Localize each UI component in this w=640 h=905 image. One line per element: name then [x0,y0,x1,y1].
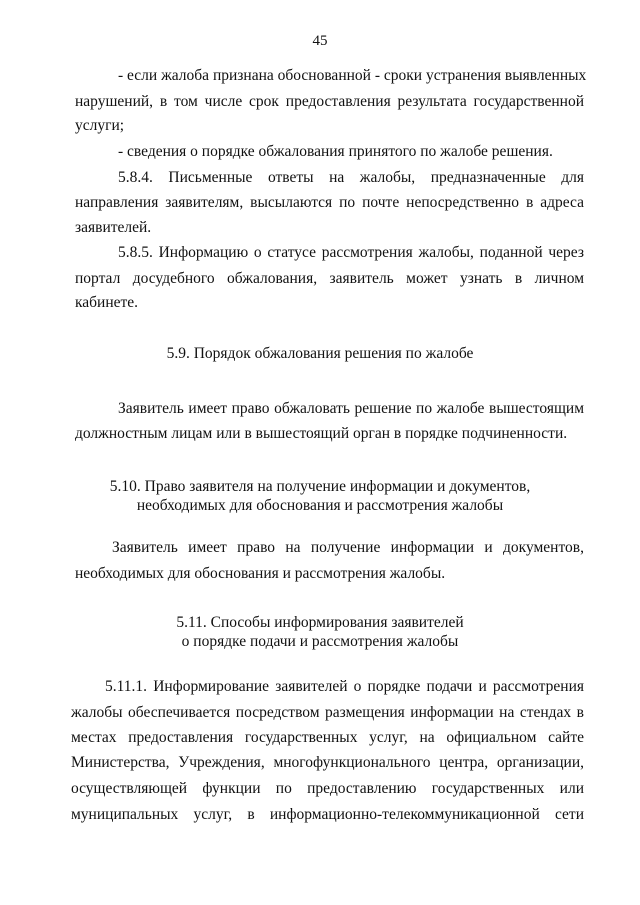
section-heading: 5.10. Право заявителя на получение информации и документов, [109,478,531,495]
text-line: 5.8.4. Письменные ответы на жалобы, предназначенные для [118,169,584,186]
section-heading: 5.11. Способы информирования заявителей [176,614,464,631]
text-line: должностным лицам или в вышестоящий орган в порядке подчиненности. [75,425,568,442]
section-heading: необходимых для обоснования и рассмотрения жалобы [136,497,504,514]
text-line: кабинете. [75,294,139,311]
text-line: портал досудебного обжалования, заявитель может узнать в личном [75,270,584,287]
text-line: заявителей. [75,219,152,236]
text-line: 5.11.1. Информирование заявителей о порядке подачи и рассмотрения [105,678,584,695]
text-line: - сведения о порядке обжалования принятого по жалобе решения. [118,143,553,160]
text-line: осуществляющей функции по предоставлению государственных или [71,780,584,797]
text-line: Министерства, Учреждения, многофункционального центра, организации, [71,754,584,771]
text-line: Заявитель имеет право обжаловать решение по жалобе вышестоящим [118,400,584,417]
text-line: муниципальных услуг, в информационно-телекоммуникационной сети [71,806,584,823]
text-line: услуги; [75,117,125,134]
section-heading: 5.9. Порядок обжалования решения по жалобе [166,345,474,362]
text-line: местах предоставления государственных услуг, на официальном сайте [71,729,584,746]
text-line: жалобы обеспечивается посредством размещения информации на стендах в [71,704,584,721]
text-line: 5.8.5. Информацию о статусе рассмотрения жалобы, поданной через [118,244,584,261]
section-heading: о порядке подачи и рассмотрения жалобы [181,633,459,650]
text-line: нарушений, в том числе срок предоставления результата государственной [75,93,584,110]
text-line: необходимых для обоснования и рассмотрения жалобы. [75,565,446,582]
page-number: 45 [312,33,328,49]
text-line: - если жалоба признана обоснованной - сроки устранения выявленных [118,67,587,84]
text-line: Заявитель имеет право на получение информации и документов, [112,539,584,556]
text-line: направления заявителям, высылаются по почте непосредственно в адреса [75,194,584,211]
